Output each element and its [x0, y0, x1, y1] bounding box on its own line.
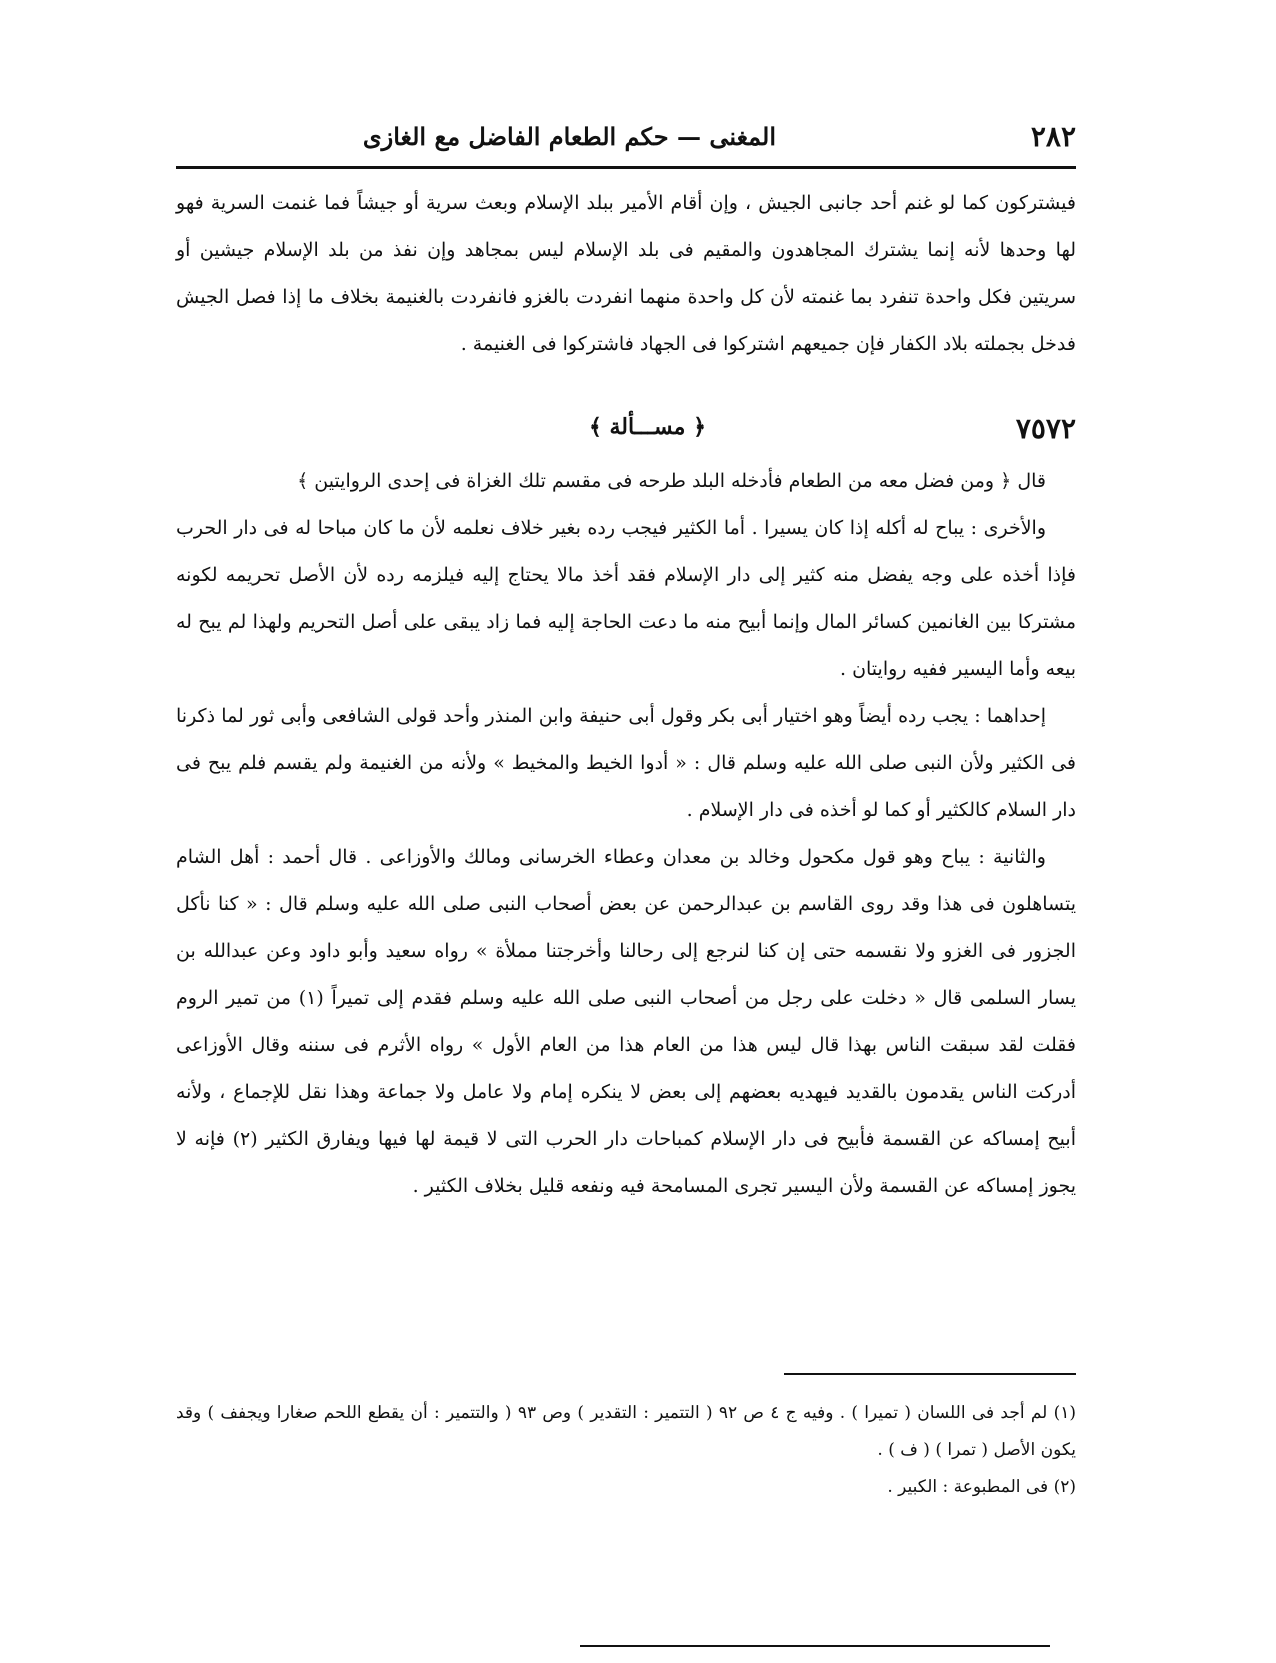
issue-number: ٧٥٧٢ — [1015, 412, 1076, 445]
page-number: ٢٨٢ — [1030, 120, 1076, 153]
page-header — [176, 118, 1076, 164]
footnotes — [176, 1395, 1076, 1506]
paragraph: والأخرى : يباح له أكله إذا كان يسيرا . أما الكثير فيجب رده بغير خلاف نعلمه لأن ما كان مباحا له فى دار الحرب فإذا أخذه على وجه يفضل منه كثير إلى دار الإسلام فقد أخذ مالا يحتاج إليه فيلزمه رده لأن الأصل تحريمه لكونه مشتركا بين الغانمين كسائر المال وإنما أبيح منه ما دعت الحاجة إليه فما زاد يبقى على أصل التحريم ولهذا لم يبح له بيعه وأما اليسير ففيه روايتان . — [176, 517, 1076, 680]
paragraph: والثانية : يباح وهو قول مكحول وخالد بن معدان وعطاء الخرسانى ومالك والأوزاعى . قال أحمد : أهل الشام يتساهلون فى هذا وقد روى القاسم بن عبدالرحمن عن بعض أصحاب النبى صلى الله عليه وسلم قال : « كنا نأكل الجزور فى الغزو ولا نقسمه حتى إن كنا لنرجع إلى رحالنا وأخرجتنا مملأة » رواه سعيد وأبو داود وعن عبدالله بن يسار السلمى قال « دخلت على رجل من أصحاب النبى صلى الله عليه وسلم فقدم إلى تميراً (١) من تمير الروم فقلت لقد سبقت الناس بهذا قال ليس هذا من العام هذا من العام الأول » رواه الأثرم فى سننه وقال الأوزاعى أدركت الناس يقدمون بالقديد فيهديه بعضهم إلى بعض لا ينكره إمام ولا عامل ولا جماعة وهذا نقل للإجماع ، ولأنه أبيح إمساكه عن القسمة فأبيح فى دار الإسلام كمباحات دار الحرب التى لا قيمة لها فيها ويفارق الكثير (٢) فإنه لا يجوز إمساكه عن القسمة ولأن اليسير تجرى المسامحة فيه ونفعه قليل بخلاف الكثير . — [176, 846, 1076, 1197]
header-rule — [176, 166, 1076, 169]
footnote-rule — [784, 1373, 1076, 1375]
paragraph: فيشتركون كما لو غنم أحد جانبى الجيش ، وإن أقام الأمير ببلد الإسلام وبعث سرية أو جيشاً فما غنمت السرية فهو لها وحدها لأنه إنما يشترك المجاهدون والمقيم فى بلد الإسلام ليس بمجاهد وإن نفذ من بلد الإسلام جيشين أو سريتين فكل واحدة تنفرد بما غنمته لأن كل واحدة منهما انفردت بالغزو فانفردت بالغنيمة بخلاف ما إذا فصل الجيش فدخل بجملته بلاد الكفار فإن جميعهم اشتركوا فى الجهاد فاشتركوا فى الغنيمة . — [176, 192, 1076, 355]
running-title: المغنى — حكم الطعام الفاضل مع الغازى — [362, 122, 776, 151]
bottom-rule — [580, 1645, 1050, 1647]
paragraph: قال ﴿ ومن فضل معه من الطعام فأدخله البلد طرحه فى مقسم تلك الغزاة فى إحدى الروايتين ﴾ — [297, 470, 1046, 492]
footnote: (٢) فى المطبوعة : الكبير . — [887, 1477, 1076, 1497]
paragraph: إحداهما : يجب رده أيضاً وهو اختيار أبى بكر وقول أبى حنيفة وابن المنذر وأحد قولى الشافعى وأبى ثور لما ذكرنا فى الكثير ولأن النبى صلى الله عليه وسلم قال : « أدوا الخيط والمخيط » ولأنه من الغنيمة ولم يقسم فلم يبح فى دار السلام كالكثير أو كما لو أخذه فى دار الإسلام . — [176, 705, 1076, 821]
text-block-top — [176, 180, 1076, 368]
issue-heading — [176, 412, 1076, 458]
footnote: (١) لم أجد فى اللسان ( تميرا ) . وفيه ج ٤ ص ٩٢ ( التتمير : التقدير ) وص ٩٣ ( والتتمير : أن يقطع اللحم صغارا ويجفف ) وقد يكون الأصل ( تمرا ) ( ف ) . — [176, 1403, 1076, 1460]
text-block-main — [176, 458, 1076, 1210]
issue-title: ﴿ مســـألة ﴾ — [588, 414, 706, 440]
